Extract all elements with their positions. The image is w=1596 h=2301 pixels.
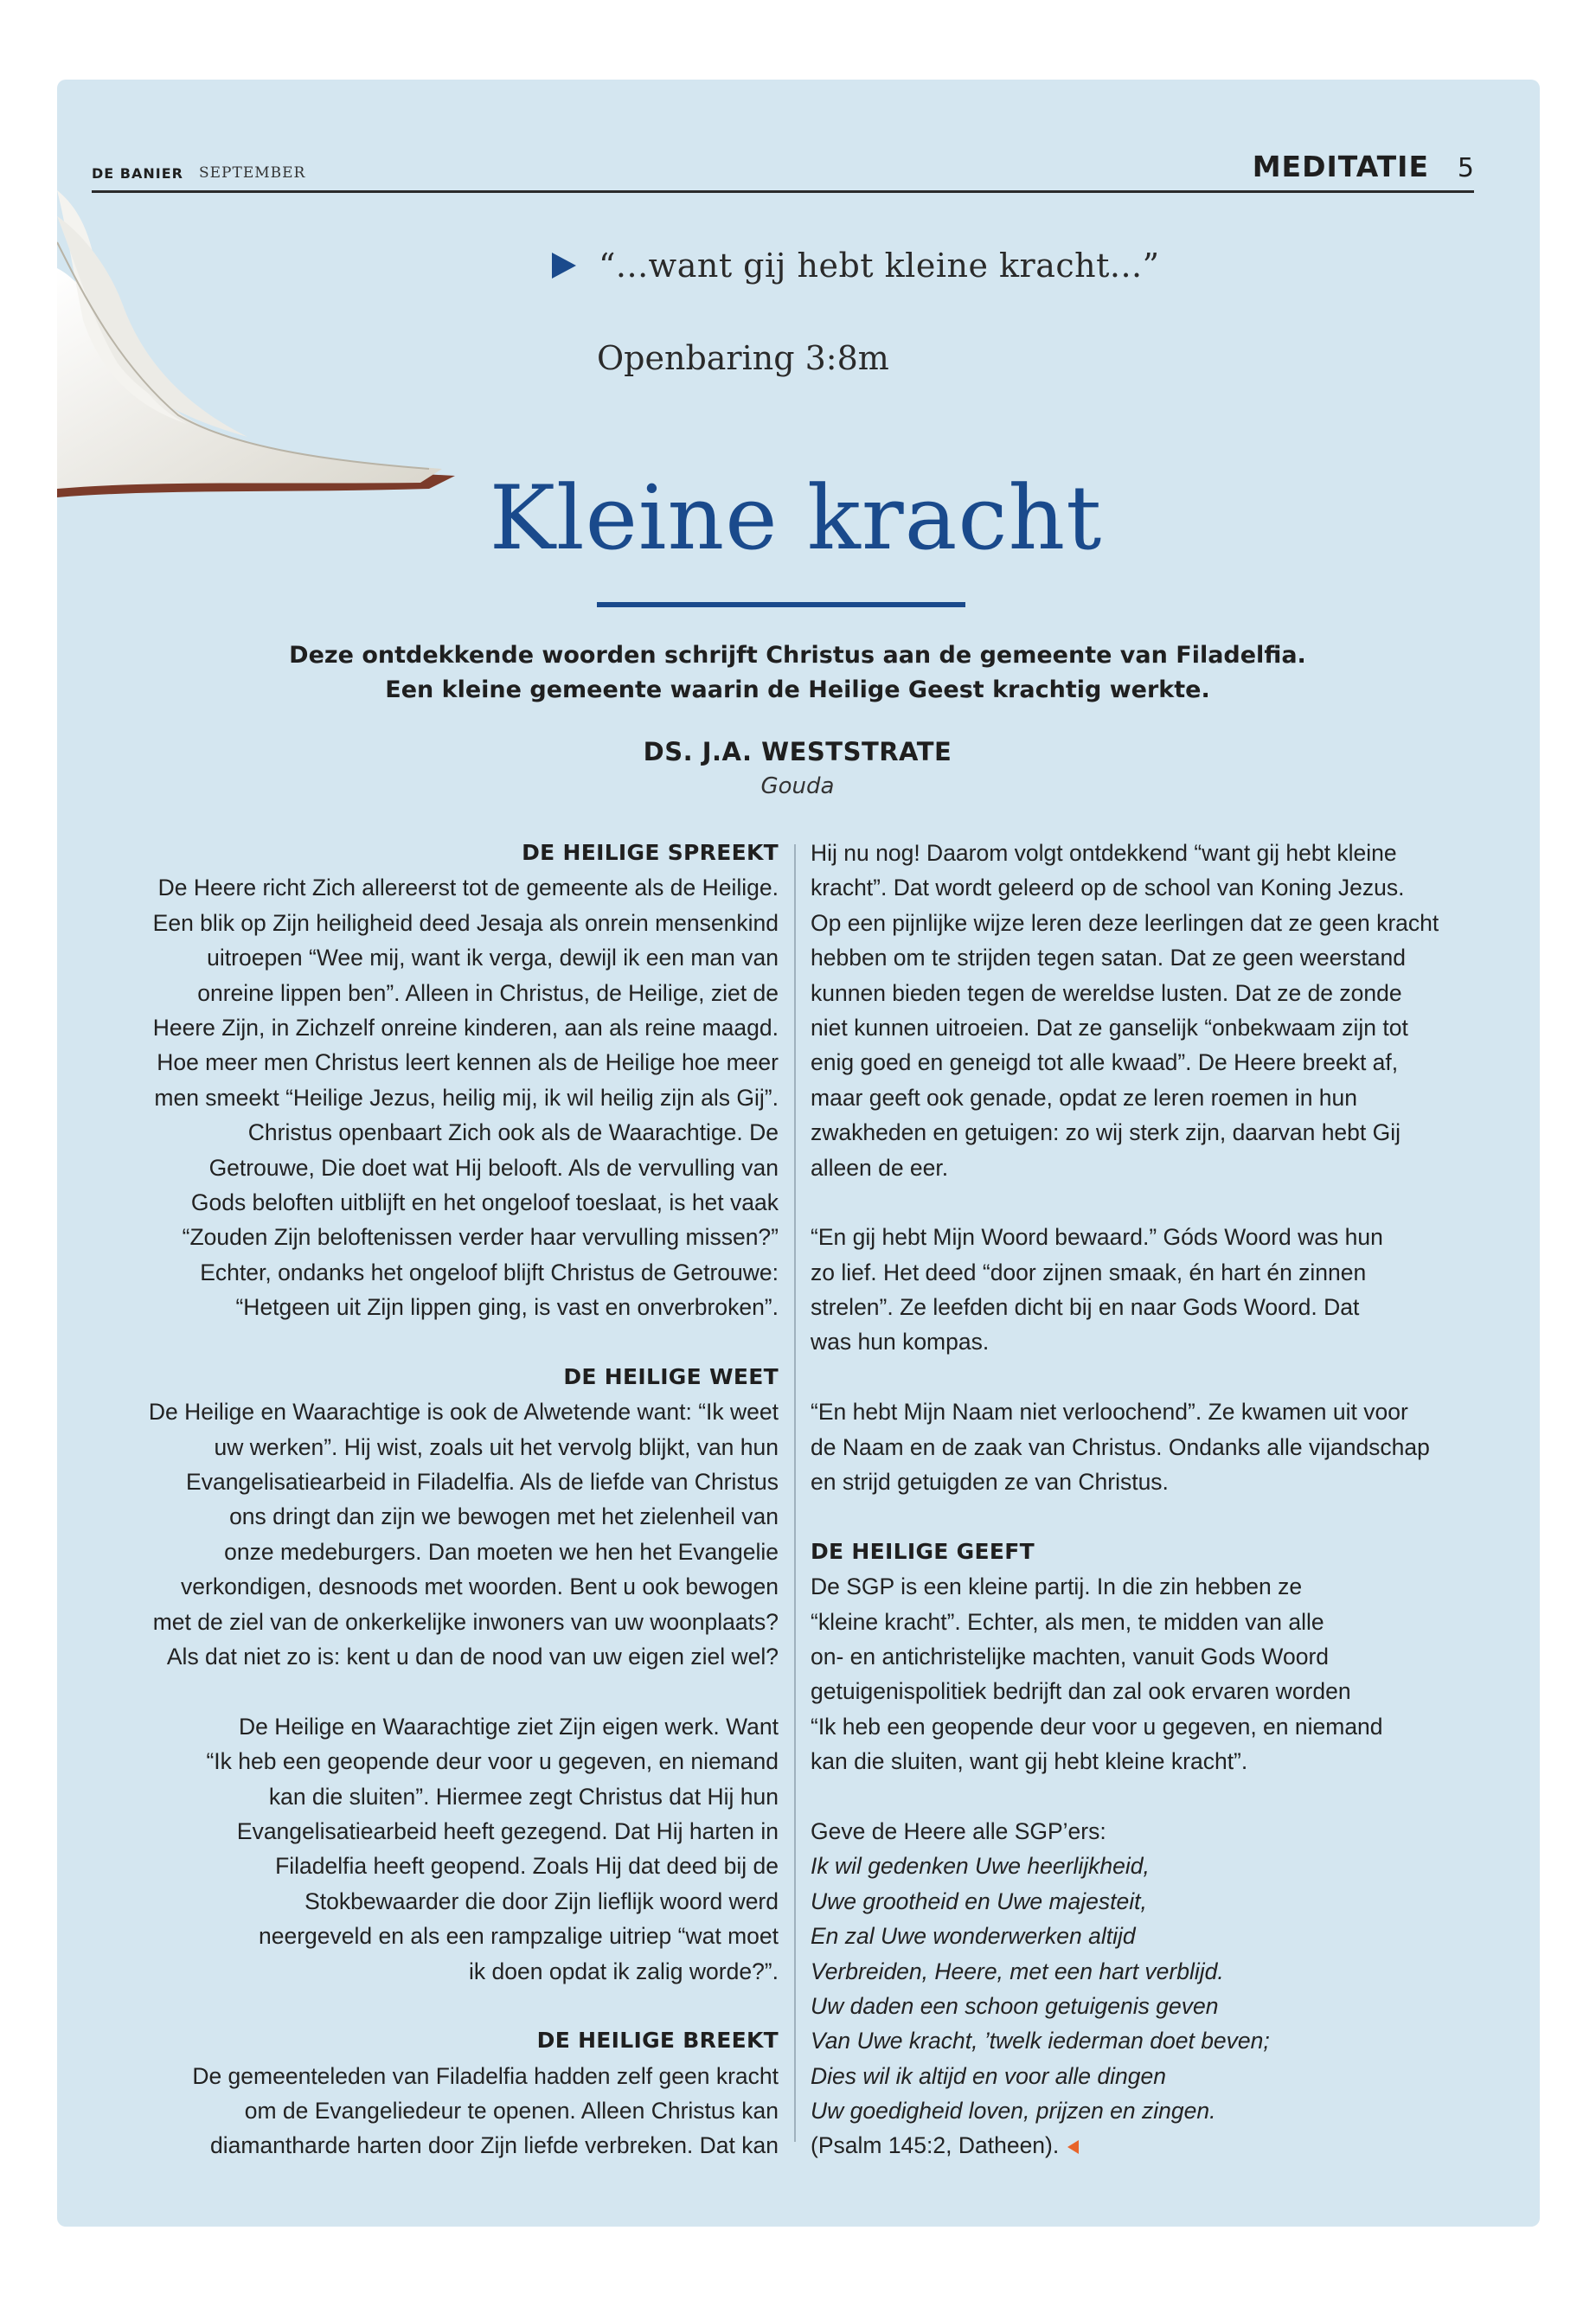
intro-line: Deze ontdekkende woorden schrijft Christus aan de gemeente van Filadelfia.	[289, 642, 1306, 669]
text-line: de Naam en de zaak van Christus. Ondanks alle vijandschap	[811, 1433, 1430, 1460]
text-line: was hun kompas.	[811, 1329, 990, 1356]
psalm-line: Uw daden een schoon getuigenis geven	[811, 1992, 1219, 2019]
text-line: “Ik heb een geopende deur voor u gegeven, en niemand	[206, 1748, 779, 1775]
text-line: en strijd getuigden ze van Christus.	[811, 1469, 1169, 1496]
text-line: zo lief. Het deed “door zijnen smaak, én hart én zinnen	[811, 1259, 1367, 1285]
text-line: kracht”. Dat wordt geleerd op de school van Koning Jezus.	[811, 875, 1405, 901]
scripture-reference: Openbaring 3:8m	[597, 339, 889, 377]
text-line: onze medeburgers. Dan moeten we hen het Evangelie	[224, 1538, 779, 1565]
text-line: De Heilige en Waarachtige is ook de Alwetende want: “Ik weet	[148, 1399, 779, 1426]
text-line: Hoe meer men Christus leert kennen als de Heilige hoe meer	[157, 1049, 779, 1076]
text-line: Hij nu nog! Daarom volgt ontdekkend “want gij hebt kleine	[811, 840, 1397, 866]
text-line: strelen”. Ze leefden dicht bij en naar Gods Woord. Dat	[811, 1294, 1360, 1321]
text-line: Filadelfia heeft geopend. Zoals Hij dat deed bij de	[275, 1853, 779, 1880]
spacer	[121, 1989, 779, 2023]
text-line: ik doen opdat ik zalig worde?”.	[469, 1958, 779, 1984]
text-line: De SGP is een kleine partij. In die zin hebben ze	[811, 1574, 1303, 1600]
text-line: “Zouden Zijn beloftenissen verder haar vervulling missen?”	[182, 1224, 779, 1251]
text-line: on- en antichristelijke machten, vanuit Gods Woord	[811, 1643, 1330, 1670]
author-name: DS. J.A. WESTSTRATE	[643, 737, 952, 766]
text-line: hebben om te strijden tegen satan. Dat ze geen weerstand	[811, 945, 1406, 971]
text-line: Getrouwe, Die doet wat Hij belooft. Als de vervulling van	[208, 1154, 779, 1181]
text-line: getuigenispolitiek bedrijft dan zal ook ervaren worden	[811, 1678, 1351, 1705]
text-line: neergeveld en als een rampzalige uitriep “wat moet	[259, 1923, 779, 1950]
text-line: men smeekt “Heilige Jezus, heilig mij, ik wil heilig zijn als Gij”.	[154, 1084, 779, 1111]
subheading: DE HEILIGE WEET	[563, 1363, 779, 1389]
text-line: Evangelisatiearbeid in Filadelfia. Als de liefde van Christus	[186, 1469, 779, 1496]
psalm-line: Van Uwe kracht, ’twelk iederman doet beven;	[811, 2028, 1270, 2054]
psalm-line: Uw goedigheid loven, prijzen en zingen.	[811, 2098, 1216, 2125]
end-of-article-icon	[1067, 2140, 1079, 2154]
text-line: “Ik heb een geopende deur voor u gegeven, en niemand	[811, 1713, 1383, 1740]
text-line: De gemeenteleden van Filadelfia hadden zelf geen kracht	[192, 2062, 779, 2089]
text-line: om de Evangeliedeur te openen. Alleen Christus kan	[244, 2098, 779, 2125]
psalm-citation: (Psalm 145:2, Datheen).	[811, 2132, 1060, 2159]
column-divider	[794, 844, 796, 2142]
psalm-line: En zal Uwe wonderwerken altijd	[811, 1923, 1136, 1950]
magazine-name: DE BANIER	[92, 165, 183, 182]
text-line: alleen de eer.	[811, 1154, 949, 1181]
right-column	[811, 836, 1485, 2163]
spacer	[811, 1779, 1485, 1814]
text-line: diamantharde harten door Zijn liefde verbreken. Dat kan	[210, 2132, 779, 2159]
spacer	[811, 1360, 1485, 1394]
text-line: Echter, ondanks het ongeloof blijft Christus de Getrouwe:	[200, 1259, 779, 1285]
text-line: “En hebt Mijn Naam niet verloochend”. Ze kwamen uit voor	[811, 1399, 1408, 1426]
spacer	[811, 1499, 1485, 1534]
subheading: DE HEILIGE SPREEKT	[522, 840, 779, 865]
text-line: niet kunnen uitroeien. Dat ze ganselijk “onbekwaam zijn tot	[811, 1014, 1408, 1041]
text-line: Evangelisatiearbeid heeft gezegend. Dat Hij harten in	[236, 1817, 779, 1844]
title-divider	[597, 602, 965, 607]
text-line: onreine lippen ben”. Alleen in Christus, de Heilige, ziet de	[197, 979, 779, 1006]
text-line: “Hetgeen uit Zijn lippen ging, is vast en onverbroken”.	[235, 1294, 779, 1321]
spacer	[121, 1324, 779, 1359]
scripture-quote	[552, 244, 1160, 287]
text-line: kunnen bieden tegen de wereldse lusten. Dat ze de zonde	[811, 979, 1402, 1006]
left-column	[121, 836, 779, 2163]
text-line: Een blik op Zijn heiligheid deed Jesaja als onrein mensenkind	[152, 909, 779, 936]
article-title: Kleine kracht	[489, 467, 1103, 570]
text-line: De Heilige en Waarachtige ziet Zijn eigen werk. Want	[238, 1713, 779, 1740]
page-header	[92, 149, 1474, 193]
psalm-line: Ik wil gedenken Uwe heerlijkheid,	[811, 1853, 1150, 1880]
text-line: Gods beloften uitblijft en het ongeloof toeslaat, is het vaak	[190, 1189, 779, 1215]
text-line: Op een pijnlijke wijze leren deze leerlingen dat ze geen kracht	[811, 909, 1439, 936]
text-line: uitroepen “Wee mij, want ik verga, dewijl ik een man van	[207, 945, 779, 971]
section-name: MEDITATIE	[1252, 150, 1429, 183]
psalm-line: Verbreiden, Heere, met een hart verblijd.	[811, 1958, 1224, 1984]
author-place: Gouda	[760, 773, 835, 799]
spacer	[121, 1674, 779, 1708]
text-line: Stokbewaarder die door Zijn lieflijk woord werd	[304, 1888, 779, 1914]
text-line: kan die sluiten, want gij hebt kleine kracht”.	[811, 1748, 1248, 1775]
article-intro	[208, 638, 1388, 708]
text-line: Christus openbaart Zich ook als de Waarachtige. De	[247, 1119, 779, 1146]
psalm-line: Uwe grootheid en Uwe majesteit,	[811, 1888, 1147, 1914]
psalm-line: Dies wil ik altijd en voor alle dingen	[811, 2062, 1166, 2089]
text-line: uw werken”. Hij wist, zoals uit het vervolg blijkt, van hun	[214, 1433, 779, 1460]
issue-month: SEPTEMBER	[199, 164, 306, 182]
subheading: DE HEILIGE GEEFT	[811, 1538, 1035, 1564]
text-line: Als dat niet zo is: kent u dan de nood van uw eigen ziel wel?	[166, 1643, 779, 1670]
text-line: zwakheden en getuigen: zo wij sterk zijn, daarvan hebt Gij	[811, 1119, 1401, 1146]
text-line: enig goed en geneigd tot alle kwaad”. De Heere breekt af,	[811, 1049, 1399, 1076]
text-line: Heere Zijn, in Zichzelf onreine kinderen, aan als reine maagd.	[152, 1014, 779, 1041]
subheading: DE HEILIGE BREEKT	[536, 2028, 779, 2054]
text-line: met de ziel van de onkerkelijke inwoners van uw woonplaats?	[152, 1608, 779, 1635]
text-line: verkondigen, desnoods met woorden. Bent u ook bewogen	[181, 1574, 779, 1600]
psalm-citation-line	[811, 2128, 1485, 2163]
text-line: “kleine kracht”. Echter, als men, te midden van alle	[811, 1608, 1324, 1635]
text-line: “En gij hebt Mijn Woord bewaard.” Góds Woord was hun	[811, 1224, 1383, 1251]
text-line: kan die sluiten”. Hiermee zegt Christus dat Hij hun	[268, 1783, 779, 1810]
text-line: De Heere richt Zich allereerst tot de gemeente als de Heilige.	[157, 875, 779, 901]
spacer	[811, 1185, 1485, 1220]
page-number: 5	[1457, 153, 1474, 183]
text-line: Geve de Heere alle SGP’ers:	[811, 1817, 1106, 1844]
text-line: maar geeft ook genade, opdat ze leren roemen in hun	[811, 1084, 1358, 1111]
quote-text: “...want gij hebt kleine kracht...”	[599, 247, 1160, 285]
text-line: ons dringt dan zijn we bewogen met het zielenheil van	[229, 1503, 779, 1530]
intro-line: Een kleine gemeente waarin de Heilige Geest krachtig werkte.	[385, 676, 1210, 703]
play-arrow-icon	[552, 253, 576, 279]
